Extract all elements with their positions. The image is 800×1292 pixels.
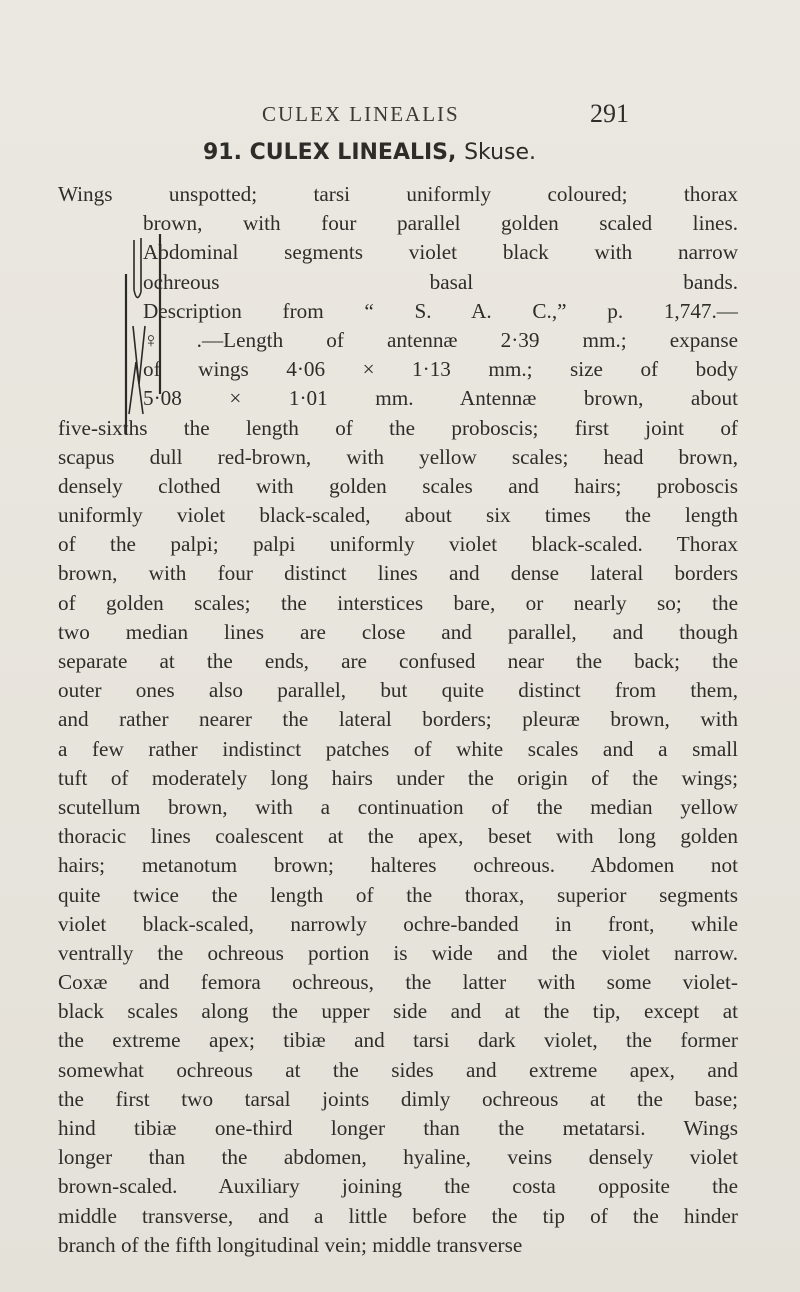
text-line: hairs; metanotum brown; halteres ochreous. Abdomen not (58, 853, 738, 878)
text-line: Wings unspotted; tarsi uniformly coloured; thorax (58, 182, 738, 206)
text-line: of the palpi; palpi uniformly violet black-scaled. Thorax (58, 532, 738, 557)
text-line: two median lines are close and parallel, and though (58, 619, 738, 644)
text-line: Coxæ and femora ochreous, the latter with some violet- (58, 970, 738, 995)
text-line: and rather nearer the lateral borders; pleuræ brown, with (58, 707, 738, 732)
text-line: middle transverse, and a little before the tip of the hinder (58, 1203, 738, 1228)
text-line: separate at the ends, are confused near the back; the (58, 649, 738, 673)
species-name: 91. CULEX LINEALIS, (203, 140, 457, 165)
text-line: brown-scaled. Auxiliary joining the costa opposite the (58, 1174, 738, 1199)
text-line: hind tibiæ one-third longer than the metatarsi. Wings (58, 1116, 738, 1140)
text-line: somewhat ochreous at the sides and extreme apex, and (58, 1057, 738, 1082)
text-line: scutellum brown, with a continuation of the median yellow (58, 794, 738, 819)
text-line: branch of the fifth longitudinal vein; middle transverse (58, 1232, 523, 1257)
text-line: Description from “ S. A. C.,” p. 1,747.— (143, 298, 738, 323)
text-line: violet black-scaled, narrowly ochre-banded in front, while (58, 911, 738, 936)
species-heading (203, 140, 536, 165)
text-line: densely clothed with golden scales and hairs; proboscis (58, 473, 738, 498)
page-number: 291 (590, 99, 629, 128)
text-line: thoracic lines coalescent at the apex, beset with long golden (58, 824, 738, 849)
text-line: quite twice the length of the thorax, superior segments (58, 882, 738, 907)
species-author: Skuse. (464, 140, 537, 165)
text-line: uniformly violet black-scaled, about six times the length (58, 503, 738, 528)
text-line: ochreous basal bands. (143, 269, 738, 294)
text-line: brown, with four parallel golden scaled lines. (143, 211, 738, 236)
text-line: tuft of moderately long hairs under the origin of the wings; (58, 765, 738, 790)
text-line: black scales along the upper side and at the tip, except at (58, 999, 738, 1024)
text-line: a few rather indistinct patches of white scales and a small (58, 736, 738, 761)
text-line: scapus dull red-brown, with yellow scales; head brown, (58, 444, 738, 469)
description-text (58, 180, 738, 1260)
running-head (0, 99, 800, 132)
text-line: outer ones also parallel, but quite distinct from them, (58, 678, 738, 703)
text-line: ventrally the ochreous portion is wide and the violet narrow. (58, 940, 738, 965)
text-line: five-sixths the length of the proboscis; first joint of (58, 415, 738, 440)
text-line: Abdominal segments violet black with narrow (143, 240, 738, 265)
text-line: 5·08 × 1·01 mm. Antennæ brown, about (143, 386, 738, 411)
text-line: of wings 4·06 × 1·13 mm.; size of body (143, 357, 738, 382)
text-line: the extreme apex; tibiæ and tarsi dark violet, the former (58, 1028, 738, 1053)
running-title: CULEX LINEALIS (262, 102, 460, 126)
text-line: ♀.—Length of antennæ 2·39 mm.; expanse (143, 327, 738, 352)
text-line: longer than the abdomen, hyaline, veins densely violet (58, 1145, 738, 1170)
text-line: brown, with four distinct lines and dense lateral borders (58, 561, 738, 586)
text-line: the first two tarsal joints dimly ochreous at the base; (58, 1086, 738, 1111)
text-line: of golden scales; the interstices bare, or nearly so; the (58, 590, 738, 615)
